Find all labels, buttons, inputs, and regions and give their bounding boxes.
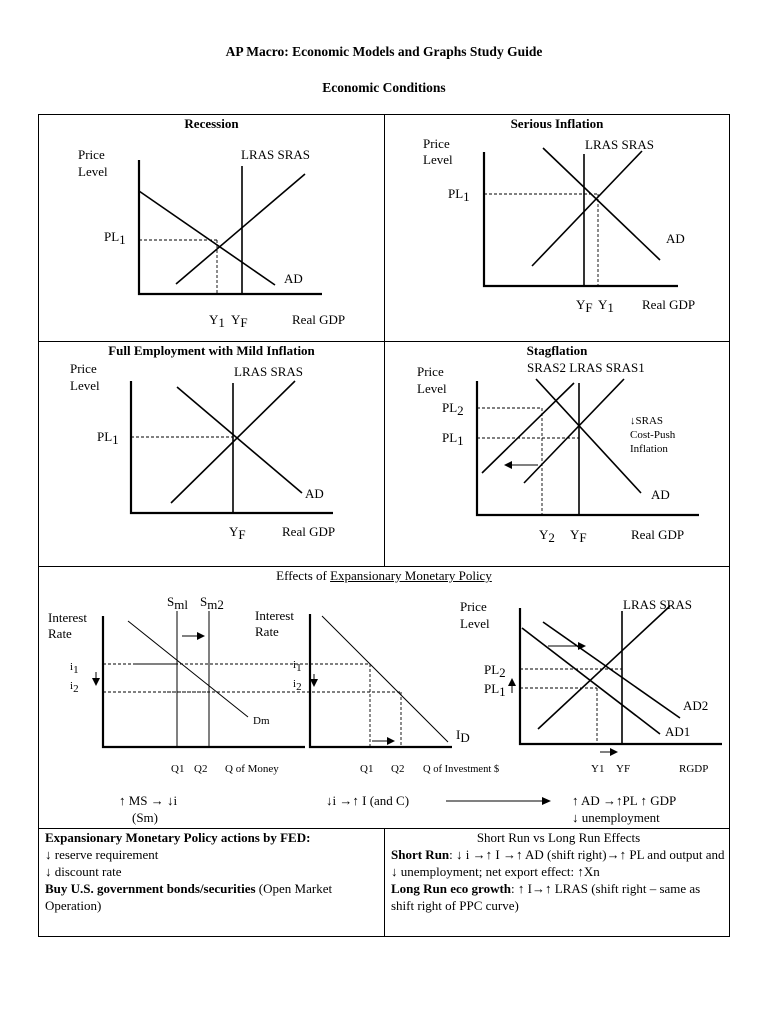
- fullemp-title: Full Employment with Mild Inflation: [108, 343, 315, 358]
- money-down-arrowhead-icon: [92, 678, 100, 686]
- fed-action-reserve: ↓ reserve requirement: [45, 847, 159, 862]
- chain-unemployment-text: ↓ unemployment: [572, 810, 660, 825]
- investment-ylabel-rate: Rate: [255, 624, 279, 639]
- ad-y-arrowhead-icon: [610, 748, 618, 756]
- chain-ad-text: ↑ AD →↑PL ↑ GDP: [572, 793, 677, 808]
- stagflation-sras1-line: [524, 379, 624, 483]
- effects-long-run: Long Run eco growth: ↑ I→↑ LRAS (shift right – same as shift right of PPC curve): [391, 881, 701, 913]
- money-i1-label: i1: [70, 661, 79, 676]
- inflation-ylabel-level: Level: [423, 152, 453, 167]
- investment-q2-label: Q2: [391, 763, 405, 775]
- ad-curves-label: LRAS SRAS: [623, 597, 692, 612]
- ad-pl2-label: PL2: [484, 662, 506, 680]
- fed-action-discount: ↓ discount rate: [45, 864, 122, 879]
- money-market-graph: [38, 566, 278, 786]
- stagflation-y2-label: Y2: [539, 527, 555, 545]
- inflation-ad-line: [543, 148, 660, 260]
- fed-actions-text: [45, 829, 380, 914]
- investment-axes: [310, 614, 452, 747]
- fullemp-curves-label: LRAS SRAS: [234, 364, 303, 379]
- money-ylabel-rate: Rate: [48, 626, 72, 641]
- effects-heading: Short Run vs Long Run Effects: [476, 830, 641, 845]
- inflation-yf-label: YF: [576, 297, 593, 315]
- effects-text: [391, 829, 726, 914]
- recession-curves-label: LRAS SRAS: [241, 147, 310, 162]
- document-subtitle: Economic Conditions: [322, 80, 446, 95]
- money-sm1-label: Sml: [167, 594, 188, 612]
- recession-ad-label: AD: [284, 271, 303, 286]
- stagflation-ylabel-price: Price: [417, 364, 444, 379]
- inflation-graph: [384, 114, 730, 342]
- fullemp-ad-line: [177, 387, 302, 493]
- ad-sras-line: [538, 606, 670, 729]
- fullemp-yf-label: YF: [229, 524, 246, 542]
- ad-ad2-line: [543, 622, 680, 718]
- recession-graph: [38, 114, 385, 342]
- stagflation-xlabel: Real GDP: [631, 527, 685, 542]
- stagflation-yf-label: YF: [570, 527, 587, 545]
- ad-y1-label: Y1: [591, 763, 605, 775]
- recession-yf-label: YF: [231, 312, 248, 330]
- investment-ylabel-interest: Interest: [255, 608, 294, 623]
- investment-xlabel: Q of Investment $: [423, 764, 500, 775]
- ad-ad2-label: AD2: [683, 698, 709, 713]
- recession-xlabel: Real GDP: [292, 312, 346, 327]
- money-ylabel-interest: Interest: [48, 610, 87, 625]
- ad-ad1-line: [522, 628, 660, 734]
- money-dm-label: Dm: [253, 715, 270, 727]
- money-q1-label: Q1: [171, 763, 185, 775]
- stagflation-curves-label: SRAS2 LRAS SRAS1: [527, 360, 645, 375]
- stagflation-note-costpush: Cost-Push: [630, 429, 676, 441]
- inflation-sras-line: [532, 151, 642, 266]
- investment-i2-label: i2: [293, 678, 302, 693]
- inflation-y1-label: Y1: [598, 297, 614, 315]
- inflation-ylabel-price: Price: [423, 136, 450, 151]
- stagflation-sras2-line: [482, 383, 574, 473]
- stagflation-arrowhead-icon: [504, 461, 512, 469]
- chain-sm-text: (Sm): [132, 810, 158, 825]
- ad-ylabel-price: Price: [460, 599, 487, 614]
- investment-i1-label: i1: [293, 659, 302, 674]
- ad-shift-graph: [455, 566, 730, 786]
- investment-q1-label: Q1: [360, 763, 374, 775]
- chain-long-arrow: [446, 793, 556, 809]
- stagflation-pl1-label: PL1: [442, 430, 464, 448]
- inflation-axes: [484, 152, 678, 286]
- chain-i-text: ↓i →↑ I (and C): [326, 793, 410, 808]
- fullemp-ylabel-price: Price: [70, 361, 97, 376]
- fed-actions-heading: Expansionary Monetary Policy actions by FED:: [45, 830, 311, 845]
- stagflation-ad-label: AD: [651, 487, 670, 502]
- fullemp-pl-label: PL1: [97, 429, 119, 447]
- stagflation-ad-line: [536, 379, 641, 493]
- investment-id-label: ID: [456, 727, 470, 745]
- recession-ad-line: [139, 191, 275, 285]
- fullemp-ylabel-level: Level: [70, 378, 100, 393]
- ad-up-arrowhead-icon: [508, 678, 516, 686]
- investment-down-arrowhead-icon: [310, 679, 318, 687]
- money-xlabel: Q of Money: [225, 763, 279, 775]
- ad-ad1-label: AD1: [665, 724, 691, 739]
- stagflation-note-sras: ↓SRAS: [630, 415, 664, 427]
- chain-ms-text: ↑ MS → ↓i: [119, 793, 178, 808]
- stagflation-graph: [384, 341, 730, 567]
- recession-y1-label: Y1: [209, 312, 225, 330]
- inflation-curves-label: LRAS SRAS: [585, 137, 654, 152]
- ad-yf-label: YF: [616, 763, 631, 775]
- inflation-xlabel: Real GDP: [642, 297, 696, 312]
- ad-xlabel: RGDP: [679, 763, 709, 775]
- money-i2-label: i2: [70, 680, 79, 695]
- recession-pl-label: PL1: [104, 229, 126, 247]
- stagflation-note-inflation: Inflation: [630, 443, 668, 455]
- chain-long-arrowhead-icon: [542, 797, 551, 805]
- recession-ylabel-level: Level: [78, 164, 108, 179]
- money-sm2-label: Sm2: [200, 594, 224, 612]
- inflation-ad-label: AD: [666, 231, 685, 246]
- ad-ylabel-level: Level: [460, 616, 490, 631]
- inflation-title: Serious Inflation: [510, 116, 604, 131]
- fed-action-bonds: Buy U.S. government bonds/securities (Open Market Operation): [45, 881, 333, 913]
- effects-short-run: Short Run: ↓ i →↑ I →↑ AD (shift right)→↑ PL and output and ↓ unemployment; net export effect: ↑Xn: [391, 847, 725, 879]
- ad-pl1-label: PL1: [484, 681, 506, 699]
- recession-title: Recession: [184, 116, 239, 131]
- money-arrowhead-icon: [197, 632, 205, 640]
- fullemp-ad-label: AD: [305, 486, 324, 501]
- inflation-pl-label: PL1: [448, 186, 470, 204]
- fullemp-graph: [38, 341, 385, 567]
- monetary-title: Effects of Expansionary Monetary Policy: [276, 568, 492, 583]
- money-q2-label: Q2: [194, 763, 208, 775]
- money-dm-line: [128, 621, 248, 717]
- stagflation-ylabel-level: Level: [417, 381, 447, 396]
- document-title: AP Macro: Economic Models and Graphs Study Guide: [225, 44, 543, 59]
- recession-ylabel-price: Price: [78, 147, 105, 162]
- fullemp-axes: [131, 381, 333, 513]
- stagflation-pl2-label: PL2: [442, 400, 464, 418]
- investment-demand-line: [322, 616, 448, 742]
- stagflation-title: Stagflation: [526, 343, 588, 358]
- investment-arrowhead-icon: [387, 737, 395, 745]
- fullemp-xlabel: Real GDP: [282, 524, 336, 539]
